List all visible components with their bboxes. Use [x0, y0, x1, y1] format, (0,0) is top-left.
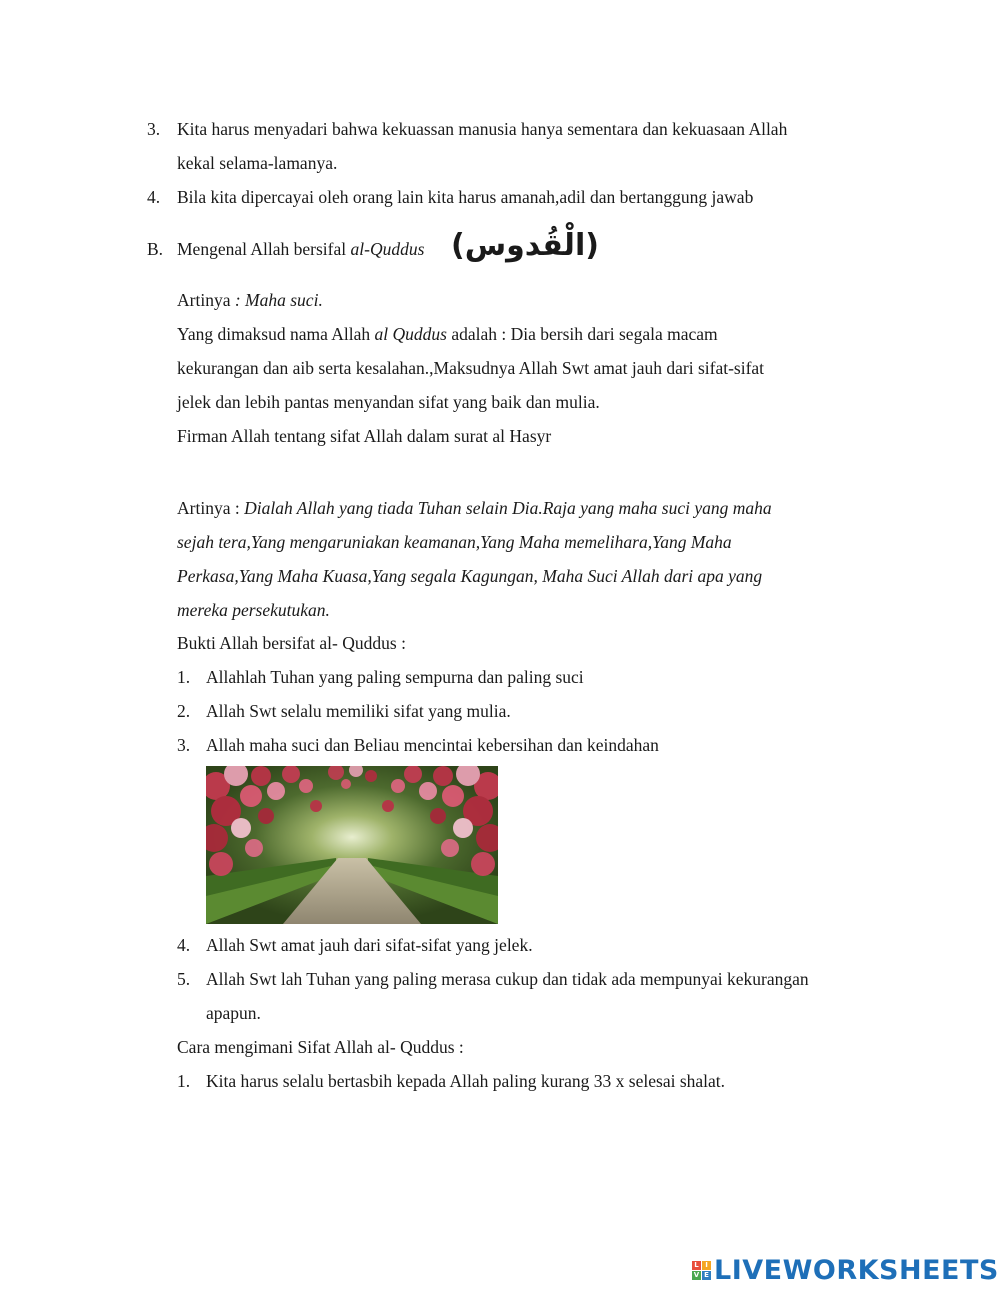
translation-line: sejah tera,Yang mengaruniakan keamanan,Yang Maha memelihara,Yang Maha [177, 532, 732, 552]
list-number: 4. [147, 187, 161, 207]
artinya-line [177, 289, 323, 311]
list-number: 3. [147, 119, 161, 139]
definition-text: Yang dimaksud nama Allah [177, 324, 375, 344]
heading-term: al-Quddus [350, 239, 425, 259]
definition-line: jelek dan lebih pantas menyandan sifat yang baik dan mulia. [177, 392, 600, 412]
section-heading [177, 238, 424, 260]
liveworksheets-logo [692, 1255, 999, 1285]
list-item-text: Bila kita dipercayai oleh orang lain kita harus amanah,adil dan bertanggung jawab [177, 187, 754, 207]
flower-arch-image [206, 766, 498, 924]
logo-letter: V [693, 1270, 700, 1279]
section-letter: B. [147, 239, 164, 259]
cara-number: 1. [177, 1071, 191, 1091]
translation-text: Dialah Allah yang tiada Tuhan selain Dia.Raja yang maha suci yang maha [244, 498, 772, 518]
bukti-number: 1. [177, 667, 191, 687]
bukti-item: Allah Swt lah Tuhan yang paling merasa cukup dan tidak ada mempunyai kekurangan [206, 969, 809, 989]
bukti-number: 3. [177, 735, 191, 755]
artinya-value: : Maha suci. [234, 290, 323, 310]
logo-letter: I [702, 1261, 711, 1270]
definition-line [177, 323, 718, 345]
bukti-item-continued: apapun. [206, 1003, 261, 1023]
translation-line: mereka persekutukan. [177, 600, 330, 620]
bukti-number: 4. [177, 935, 191, 955]
logo-mark-icon [692, 1261, 711, 1280]
translation-line: Perkasa,Yang Maha Kuasa,Yang segala Kagungan, Maha Suci Allah dari apa yang [177, 566, 763, 586]
definition-term: al Quddus [374, 324, 447, 344]
cara-item: Kita harus selalu bertasbih kepada Allah paling kurang 33 x selesai shalat. [206, 1071, 726, 1091]
logo-letter: E [702, 1271, 711, 1280]
heading-prefix: Mengenal Allah bersifal [177, 239, 351, 259]
cara-heading: Cara mengimani Sifat Allah al- Quddus : [177, 1037, 464, 1057]
list-item-text: kekal selama-lamanya. [177, 153, 338, 173]
bukti-item: Allah maha suci dan Beliau mencintai kebersihan dan keindahan [206, 735, 659, 755]
bukti-number: 2. [177, 701, 191, 721]
artinya-label: Artinya [177, 290, 235, 310]
translation-label: Artinya : [177, 498, 245, 518]
bukti-item: Allahlah Tuhan yang paling sempurna dan paling suci [206, 667, 584, 687]
flower-arch-photo [206, 766, 498, 924]
bukti-number: 5. [177, 969, 191, 989]
list-item-text: Kita harus menyadari bahwa kekuassan manusia hanya sementara dan kekuasaan Allah [177, 119, 788, 139]
arabic-name: (الْقُدوس) [451, 228, 599, 263]
translation-line [177, 497, 772, 519]
bukti-heading: Bukti Allah bersifat al- Quddus : [177, 633, 406, 653]
definition-text: adalah : Dia bersih dari segala macam [446, 324, 718, 344]
bukti-item: Allah Swt amat jauh dari sifat-sifat yang jelek. [206, 935, 533, 955]
bukti-item: Allah Swt selalu memiliki sifat yang mulia. [206, 701, 511, 721]
definition-line: kekurangan dan aib serta kesalahan.,Maksudnya Allah Swt amat jauh dari sifat-sifat [177, 358, 765, 378]
logo-text: LIVEWORKSHEETS [714, 1254, 999, 1286]
logo-letter: L [692, 1261, 701, 1270]
firman-line: Firman Allah tentang sifat Allah dalam surat al Hasyr [177, 426, 552, 446]
